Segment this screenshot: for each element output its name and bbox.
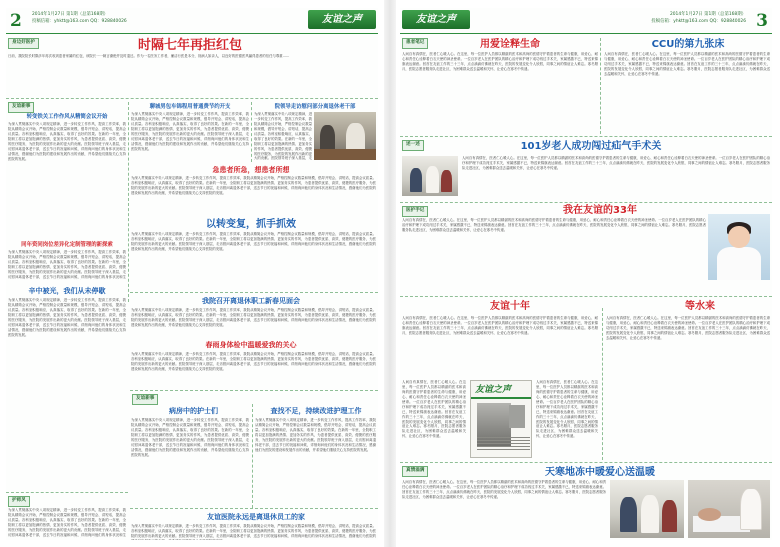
article-headline: 急患者所急，想患者所想 [212, 166, 290, 174]
article-headline: 友谊十年 [490, 301, 530, 312]
left-page [6, 8, 378, 540]
page-number: 3 [756, 11, 768, 31]
article-headline: 查找不足，持续改进护理工作 [270, 407, 362, 415]
article-text: 为深入贯彻落实中央八项规定精神，进一步转变工作作风，提高工作效率，我院从精简会议开始，严格控制会议数量和规模，倡导开短会、讲短话，提高会议质量。各科室积极响应，认真落实，取得了良好的效果。在新的一年里，全院职工将以更加饱满的热情、更加务实的作风，为患者提供优质、高效、便捷的医疗服务，为医院的发展作出新的更大的贡献。医院领导班子深入基层，走访慰问离退休老干部，送去节日的祝福和问候，详细询问他们的身体状况和生活情况，感谢他们为医院的建设和发展作出的贡献，并希望他们继续关心支持医院的发展。 [8, 298, 126, 337]
article-text: 为深入贯彻落实中央八项规定精神，进一步转变工作作风，提高工作效率，我院从精简会议开始，严格控制会议数量和规模，倡导开短会、讲短话，提高会议质量。各科室积极响应，认真落实，取得了良好的效果。在新的一年里，全院职工将以更加饱满的热情、更加务实的作风，为患者提供优质、高效、便捷的医疗服务，为医院的发展作出新的更大的贡献。医院领导班子深入基层，走访慰问离退休老干部，送去节日的祝福和问候，详细询问他们的身体状况和生活情况，感谢他们为医院的建设和发展作出的贡献，并希望他们继续关心支持医院的发展。 [8, 122, 126, 161]
article-text: 为深入贯彻落实中央八项规定精神，进一步转变工作作风，提高工作效率，我院从精简会议开始，严格控制会议数量和规模，倡导开短会、讲短话，提高会议质量。各科室积极响应，认真落实，取得了良好的效果。在新的一年里，全院职工将以更加饱满的热情、更加务实的作风，为患者提供优质、高效、便捷的医疗服务，为医院的发展作出新的更大的贡献。医院领导班子深入基层，走访慰问离退休老干部，送去节日的祝福和问候，详细询问他们的身体状况和生活情况，感谢他们为医院的建设和发展作出的贡献，并希望他们继续关心支持医院的发展。 [131, 176, 376, 195]
article-text: 为深入贯彻落实中央八项规定精神，进一步转变工作作风，提高工作效率，我院从精简会议开始，严格控制会议数量和规模，倡导开短会、讲短话，提高会议质量。各科室积极响应，认真落实，取得了良好的效果。在新的一年里，全院职工将以更加饱满的热情、更加务实的作风，为患者提供优质、高效、便捷的医疗服务，为医院的发展作出新的更大的贡献。医院领导班子深入基层，走 [254, 112, 312, 160]
brand-logo: 友谊之声 [308, 10, 376, 29]
article-headline: 辛中被光，我们从未停歇 [28, 287, 106, 295]
article-headline: 病房中的护士们 [169, 407, 218, 415]
section-tag: 护师风 [8, 496, 30, 507]
charity-photo-1 [610, 480, 684, 538]
section-tag: 述一述 [402, 140, 424, 151]
section-tag: 友谊新事 [8, 102, 34, 113]
article-text: 人间自有真情在，医者仁心暖人心。在这里，每一位医护人员都以精湛的医术和高尚的医德守护着患者的生命与健康，用爱心、耐心和责任心诠释着白衣天使的神圣使命。一位百岁老人在医护团队的精心治疗和护理下成功闯过手术关，家属感激不已，特送来锦旗表达谢意。回首在友谊工作的三十三年，点点滴滴仿佛就在昨天，医院的发展变化令人欣慰，同事之间的情谊让人难忘。寒冬腊月，医院志愿者服务队走进社区，为困难群众送去温暖和关怀，让爱心在寒冬中传递。 [402, 52, 598, 71]
article-headline: CCU的第九张床 [651, 39, 725, 50]
right-page [400, 8, 772, 540]
date-line: 2014年1月27日 第1期（总第168期） [32, 12, 109, 17]
article-text: 为深入贯彻落实中央八项规定精神，进一步转变工作作风，提高工作效率，我院从精简会议开始，严格控制会议数量和规模，倡导开短会、讲短话，提高会议质量。各科室积极响应，认真落实，取得了良好的效果。在新的一年里，全院职工将以更加饱满的热情、更加务实的作风，为患者提供优质、高效、便捷的医疗服务，为医院的发展作出新的更大的贡献。医院领导班子深入基层，走访慰问离退休老干部，送去节日的祝福和问候，详细询问他们的身体状况和生活情况，感谢他们为医院的建设和发展作出的贡献，并希望他们继续关心支持医院的发展。 [131, 232, 376, 251]
article-headline: 聊城男包车锦程用普通费节约开支 [149, 104, 231, 110]
article-headline: 用爱诠释生命 [480, 39, 540, 50]
divider [400, 136, 772, 137]
article-headline: 我在友谊的33年 [563, 205, 637, 216]
divider [128, 102, 129, 302]
article-text: 为深入贯彻落实中央八项规定精神，进一步转变工作作风，提高工作效率，我院从精简会议开始，严格控制会议数量和规模，倡导开短会、讲短话，提高会议质量。各科室积极响应，认真落实，取得了良好的效果。在新的一年里，全院职工将以更加饱满的热情、更加务实的作风，为患者提供优质、高效、便捷的医疗服务，为医院的发展作出新的更大的贡献。医院领导班子深入基层，走访慰问离退休老干部，送去节日的祝福和问候，详细询问他们的身体状况和生活情况，感谢他们为医院的建设和发展作出的贡献，并希望他们继续关心支持医院的发展。 [131, 308, 376, 327]
article-headline: 我院召开离退休职工新春见面会 [202, 297, 300, 305]
section-tag: 真情溢满 [402, 466, 428, 477]
divider [130, 508, 378, 509]
section-tag: 友谊新事 [132, 394, 158, 405]
article-text: 人间自有真情在，医者仁心暖人心。在这里，每一位医护人员都以精湛的医术和高尚的医德守护着患者的生命与健康，用爱心、耐心和责任心诠释着白衣天使的神圣使命。一位百岁老人在医护团队的精心治疗和护理下成功闯过手术关，家属感激不已，特送来锦旗表达谢意。回首在友谊工作的三十三年，点点滴滴仿佛就在昨天，医院的发展变化令人欣慰，同事之间的情谊让人难忘。寒冬腊月，医院志愿者服务队走进社区，为困难群众送去温暖和关怀，让爱心在寒冬中传递。 [536, 380, 598, 439]
divider [252, 404, 253, 508]
divider [251, 102, 252, 162]
newspaper-cover-image [470, 380, 532, 458]
portrait-photo [708, 214, 770, 280]
article-headline: 天寒地冻中暖爱心送温暖 [545, 467, 655, 478]
article-headline: 春雨身体检中温暖爱我的关心 [205, 341, 297, 349]
divider [130, 390, 378, 391]
lead-article-text: 日前，我院院长时隔多年再次收到患者家属的红包，该院长一一婉言谢绝并及时退还。作为一名医务工作者，廉洁行医是本分，视病人如亲人，以良好的医德医风赢得患者的信任与尊重…… [8, 54, 290, 58]
main-headline: 时隔七年再拒红包 [137, 38, 242, 53]
article-text: 为深入贯彻落实中央八项规定精神，进一步转变工作作风，提高工作效率，我院从精简会议开始，严格控制会议数量和规模，倡导开短会、讲短话，提高会议质量。各科室积极响应，认真落实，取得了良好的效果。在新的一年里，全院职工将以更加饱满的热情、更加务实的作风，为患者提供优质、高效、便捷的医疗服务，为医院的发展作出新的更大的贡献。医院领导班子深入基层，走访慰问离退休老干部，送去节日的祝福和问候，详细询问他们的身体状况和生 [8, 250, 126, 279]
section-tag: 身边好医护 [8, 38, 39, 49]
article-text: 人间自有真情在，医者仁心暖人心。在这里，每一位医护人员都以精湛的医术和高尚的医德守护着患者的生命与健康，用爱心、耐心和责任心诠释着白衣天使的神圣使命。一位百岁老人在医护团队的精心治疗和护理下成功闯过手术关，家属感激不已，特送来锦旗表达谢意。回首在友谊工作的三十三年，点点滴滴仿佛就在昨天，医院的发展变化令人欣慰，同事之间的情谊让人难忘。寒冬腊月，医院志愿者服务队走进社区，为困难群众送去温暖和关怀，让爱心在寒冬中传递。 [402, 316, 598, 335]
article-text: 为深入贯彻落实中央八项规定精神，进一步转变工作作风，提高工作效率，我院从精简会议开始，严格控制会议数量和规模，倡导开短会、讲短话，提高会议质量。各科室积极响应，认真落实，取得了良好的效果。在新的一年里，全院职工将以更加饱满的热情、更加务实的作风，为患者提供优质、高效、便捷的医疗服务，为医院的发展作出新的更大的贡献。医院领导班子深入基层，走访慰问离退休老干部，送去节日的祝福和问候，详细询问他们的身体状况和生活情况，感谢他们为医院的 [131, 524, 376, 538]
article-headline: 等水来 [685, 301, 715, 312]
divider [400, 202, 772, 203]
article-text: 人间自有真情在，医者仁心暖人心。在这里，每一位医护人员都以精湛的医术和高尚的医德守护着患者的生命与健康，用爱心、耐心和责任心诠释着白衣天使的神圣使命。一位百岁老人在医护团队的精心治疗和护理下成功闯过手术关，家属感激不已，特送来锦旗表达谢意。回首在友谊工作的三十三年，点点滴滴仿佛就在昨天，医院的发展变化令人欣慰，同事之间的情谊让人难忘。寒冬腊月，医院志愿者服务队走进社区，为困难群众送去温暖和关怀，让爱心在寒冬中传递。 [402, 380, 466, 439]
article-text: 人间自有真情在，医者仁心暖人心。在这里，每一位医护人员都以精湛的医术和高尚的医德守护着患者的生命与健康，用爱心、耐心和责任心诠释着白衣天使的神圣使命。一位百岁老人在医护团队的精心治疗和护理下成功闯过手术关，家属感激不已，特送来锦旗表达谢意。回首在友谊工作的三十三年，点点滴滴仿佛就在昨天，医院的发展变化令人欣慰，同事之间的情谊让人难忘。寒冬腊月，医院志愿者服务队走进社区，为困难群众送去温暖和关怀，让爱心在寒冬中传递。 [402, 218, 706, 232]
article-headline: 101岁老人成功闯过疝气手术关 [520, 141, 662, 152]
right-masthead [400, 8, 772, 34]
article-text: 为深入贯彻落实中央八项规定精神，进一步转变工作作风，提高工作效率，我院从精简会议开始，严格控制会议数量和规模，倡导开短会、讲短话，提高会议质量。各科室积极响应，认真落实，取得了良好的效果。在新的一年里，全院职工将以更加饱满的热情、更加务实的作风，为患者提供优质、高效、便捷的医疗服务，为医院的发展作出新的更大的贡献。医院领导班子深入基层，走访慰问离退休老干部，送去节日的祝福和问候，详细询问他们的身体状况和生活情况，感谢他们为医院的建设和发展作出的贡献，并希望他们继续关心支持医院的发展。 [131, 418, 249, 457]
article-headline: 同年资同岗位差异化定制管理的新探索 [21, 242, 113, 248]
article-text: 为深入贯彻落实中央八项规定精神，进一步转变工作作风，提高工作效率，我院从精简会议开始，严格控制会议数量和规模，倡导开短会、讲短话，提高会议质量。各科室积极响应，认真落实，取得了良好的效果。在新的一年里，全院职工将以更加饱满的热情、更加务实的作风，为患者提供优质、高效、便捷的医疗服务，为医院的发展作出新的更大的贡献。医院领导班子深入基层，走访慰问离退休老干部，送去节日的祝福和问候，详细询问他们的身体状况和生活情况，感谢他们为医院的建设和发展作出的贡献，并希望他们继续关心支持医院的发展。 [131, 112, 249, 151]
page-number: 2 [10, 11, 22, 31]
contact-line: 投稿信箱：yhktt@163.com QQ：928840026 [651, 19, 746, 24]
article-text: 人间自有真情在，医者仁心暖人心。在这里，每一位医护人员都以精湛的医术和高尚的医德守护着患者的生命与健康，用爱心、耐心和责任心诠释着白衣天使的神圣使命。一位百岁老人在医护团队的精心治疗和护理下成功闯过手术关，家属感激不已，特送来锦旗表达谢意。回首在友谊工作的三十三年，点点滴滴仿佛就在昨天，医院的发展变化令人欣慰，同事之间的情谊让人难忘。寒冬腊月，医院志愿者服务队走进社区，为困难群众送去温暖和关怀，让爱心在寒冬中传递。 [402, 480, 606, 499]
visit-photo [314, 112, 376, 160]
brand-logo: 友谊之声 [402, 10, 470, 29]
divider [6, 492, 128, 493]
contact-line: 投稿信箱：yhktt@163.com QQ：928840026 [32, 19, 127, 24]
article-headline: 转变铁关工作作风从精简会议开始 [26, 114, 108, 120]
article-headline: 友谊医院永远是离退休员工的家 [207, 513, 305, 521]
divider [400, 296, 772, 297]
divider [400, 462, 772, 463]
cover-title: 友谊之声 [475, 385, 512, 395]
divider [6, 98, 378, 99]
page-gutter [384, 0, 396, 547]
article-text: 为深入贯彻落实中央八项规定精神，进一步转变工作作风，提高工作效率，我院从精简会议开始，严格控制会议数量和规模，倡导开短会、讲短话，提高会议质量。各科室积极响应，认真落实，取得了良好的效果。在新的一年里，全院职工将以更加饱满的热情、更加务实的作风，为患者提供优质、高效、便捷的医疗服务，为医院的发展作出新的更大的贡献。医院领导班子深入基层，走访慰问离退休老干部，送去节日的祝福和问候，详细询问他们的身体状况和生活情况，感谢他们为医院的建设和发展作出的贡献，并希望他们继续关心支持医院的发展。 [255, 418, 376, 452]
divider [600, 38, 601, 134]
article-text: 人间自有真情在，医者仁心暖人心。在这里，每一位医护人员都以精湛的医术和高尚的医德守护着患者的生命与健康，用爱心、耐心和责任心诠释着白衣天使的神圣使命。一位百岁老人在医护团队的精心治疗和护理下成功闯过手术关，家属感激不已，特送来锦旗表达谢意。回首在友谊工作的三十三年，点点滴滴仿佛就在昨天，医院的发展变化令人欣慰，同事之间的情谊让人难忘。寒冬腊月，医院志愿者服务队走进社区，为困难群众送去温暖和关怀，让爱心在寒冬中传递。 [462, 156, 770, 170]
date-line: 2014年1月27日 第1期（总第168期） [669, 12, 746, 17]
article-headline: 以转变复，抓手抓效 [206, 219, 296, 230]
article-text: 人间自有真情在，医者仁心暖人心。在这里，每一位医护人员都以精湛的医术和高尚的医德守护着患者的生命与健康，用爱心、耐心和责任心诠释着白衣天使的神圣使命。一位百岁老人在医护团队的精心治疗和护理下成功闯过手术关，家属感激不已，特送来锦旗表达谢意。回首在友谊工作的三十三年，点点滴滴仿佛就在昨天，医院的发展变化令人欣慰，同事之间的情谊让人难忘。寒冬腊月，医院志愿者服务队走进社区，为困难群众送去温暖和关怀，让爱心在寒冬中传递。 [604, 52, 770, 76]
charity-photo-2 [688, 480, 770, 538]
divider [130, 292, 378, 293]
article-headline: 院领导走访慰问部分离退休老干部 [274, 104, 356, 110]
divider [602, 308, 603, 460]
section-tag: 医护手记 [402, 206, 428, 217]
surgery-photo [402, 156, 458, 196]
article-text: 为深入贯彻落实中央八项规定精神，进一步转变工作作风，提高工作效率，我院从精简会议开始，严格控制会议数量和规模，倡导开短会、讲短话，提高会议质量。各科室积极响应，认真落实，取得了良好的效果。在新的一年里，全院职工将以更加饱满的热情、更加务实的作风，为患者提供优质、高效、便捷的医疗服务，为医院的发展作出新的更大的贡献。医院领导班子深入基层，走访慰问离退休老干部，送去节日的祝福和问候，详细询问他们的身体状况和生 [8, 508, 126, 537]
article-text: 人间自有真情在，医者仁心暖人心。在这里，每一位医护人员都以精湛的医术和高尚的医德守护着患者的生命与健康，用爱心、耐心和责任心诠释着白衣天使的神圣使命。一位百岁老人在医护团队的精心治疗和护理下成功闯过手术关，家属感激不已，特送来锦旗表达谢意。回首在友谊工作的三十三年，点点滴滴仿佛就在昨天，医院的发展变化令人欣慰，同事之间的情谊让人难忘。寒冬腊月，医院志愿者服务队走进社区，为困难群众送去温暖和关怀，让爱心在寒冬中传递。 [606, 316, 770, 340]
section-tag: 患者笔记 [402, 38, 428, 49]
left-masthead [6, 8, 378, 34]
article-text: 为深入贯彻落实中央八项规定精神，进一步转变工作作风，提高工作效率，我院从精简会议开始，严格控制会议数量和规模，倡导开短会、讲短话，提高会议质量。各科室积极响应，认真落实，取得了良好的效果。在新的一年里，全院职工将以更加饱满的热情、更加务实的作风，为患者提供优质、高效、便捷的医疗服务，为医院的发展作出新的更大的贡献。医院领导班子深入基层，走访慰问离退休老干部，送去节日的祝福和问候，详细询问他们的身体状况和生活情况，感谢他们为医院的建设和发展作出的贡献，并希望他们继续关心支持医院的发展。 [131, 352, 376, 371]
